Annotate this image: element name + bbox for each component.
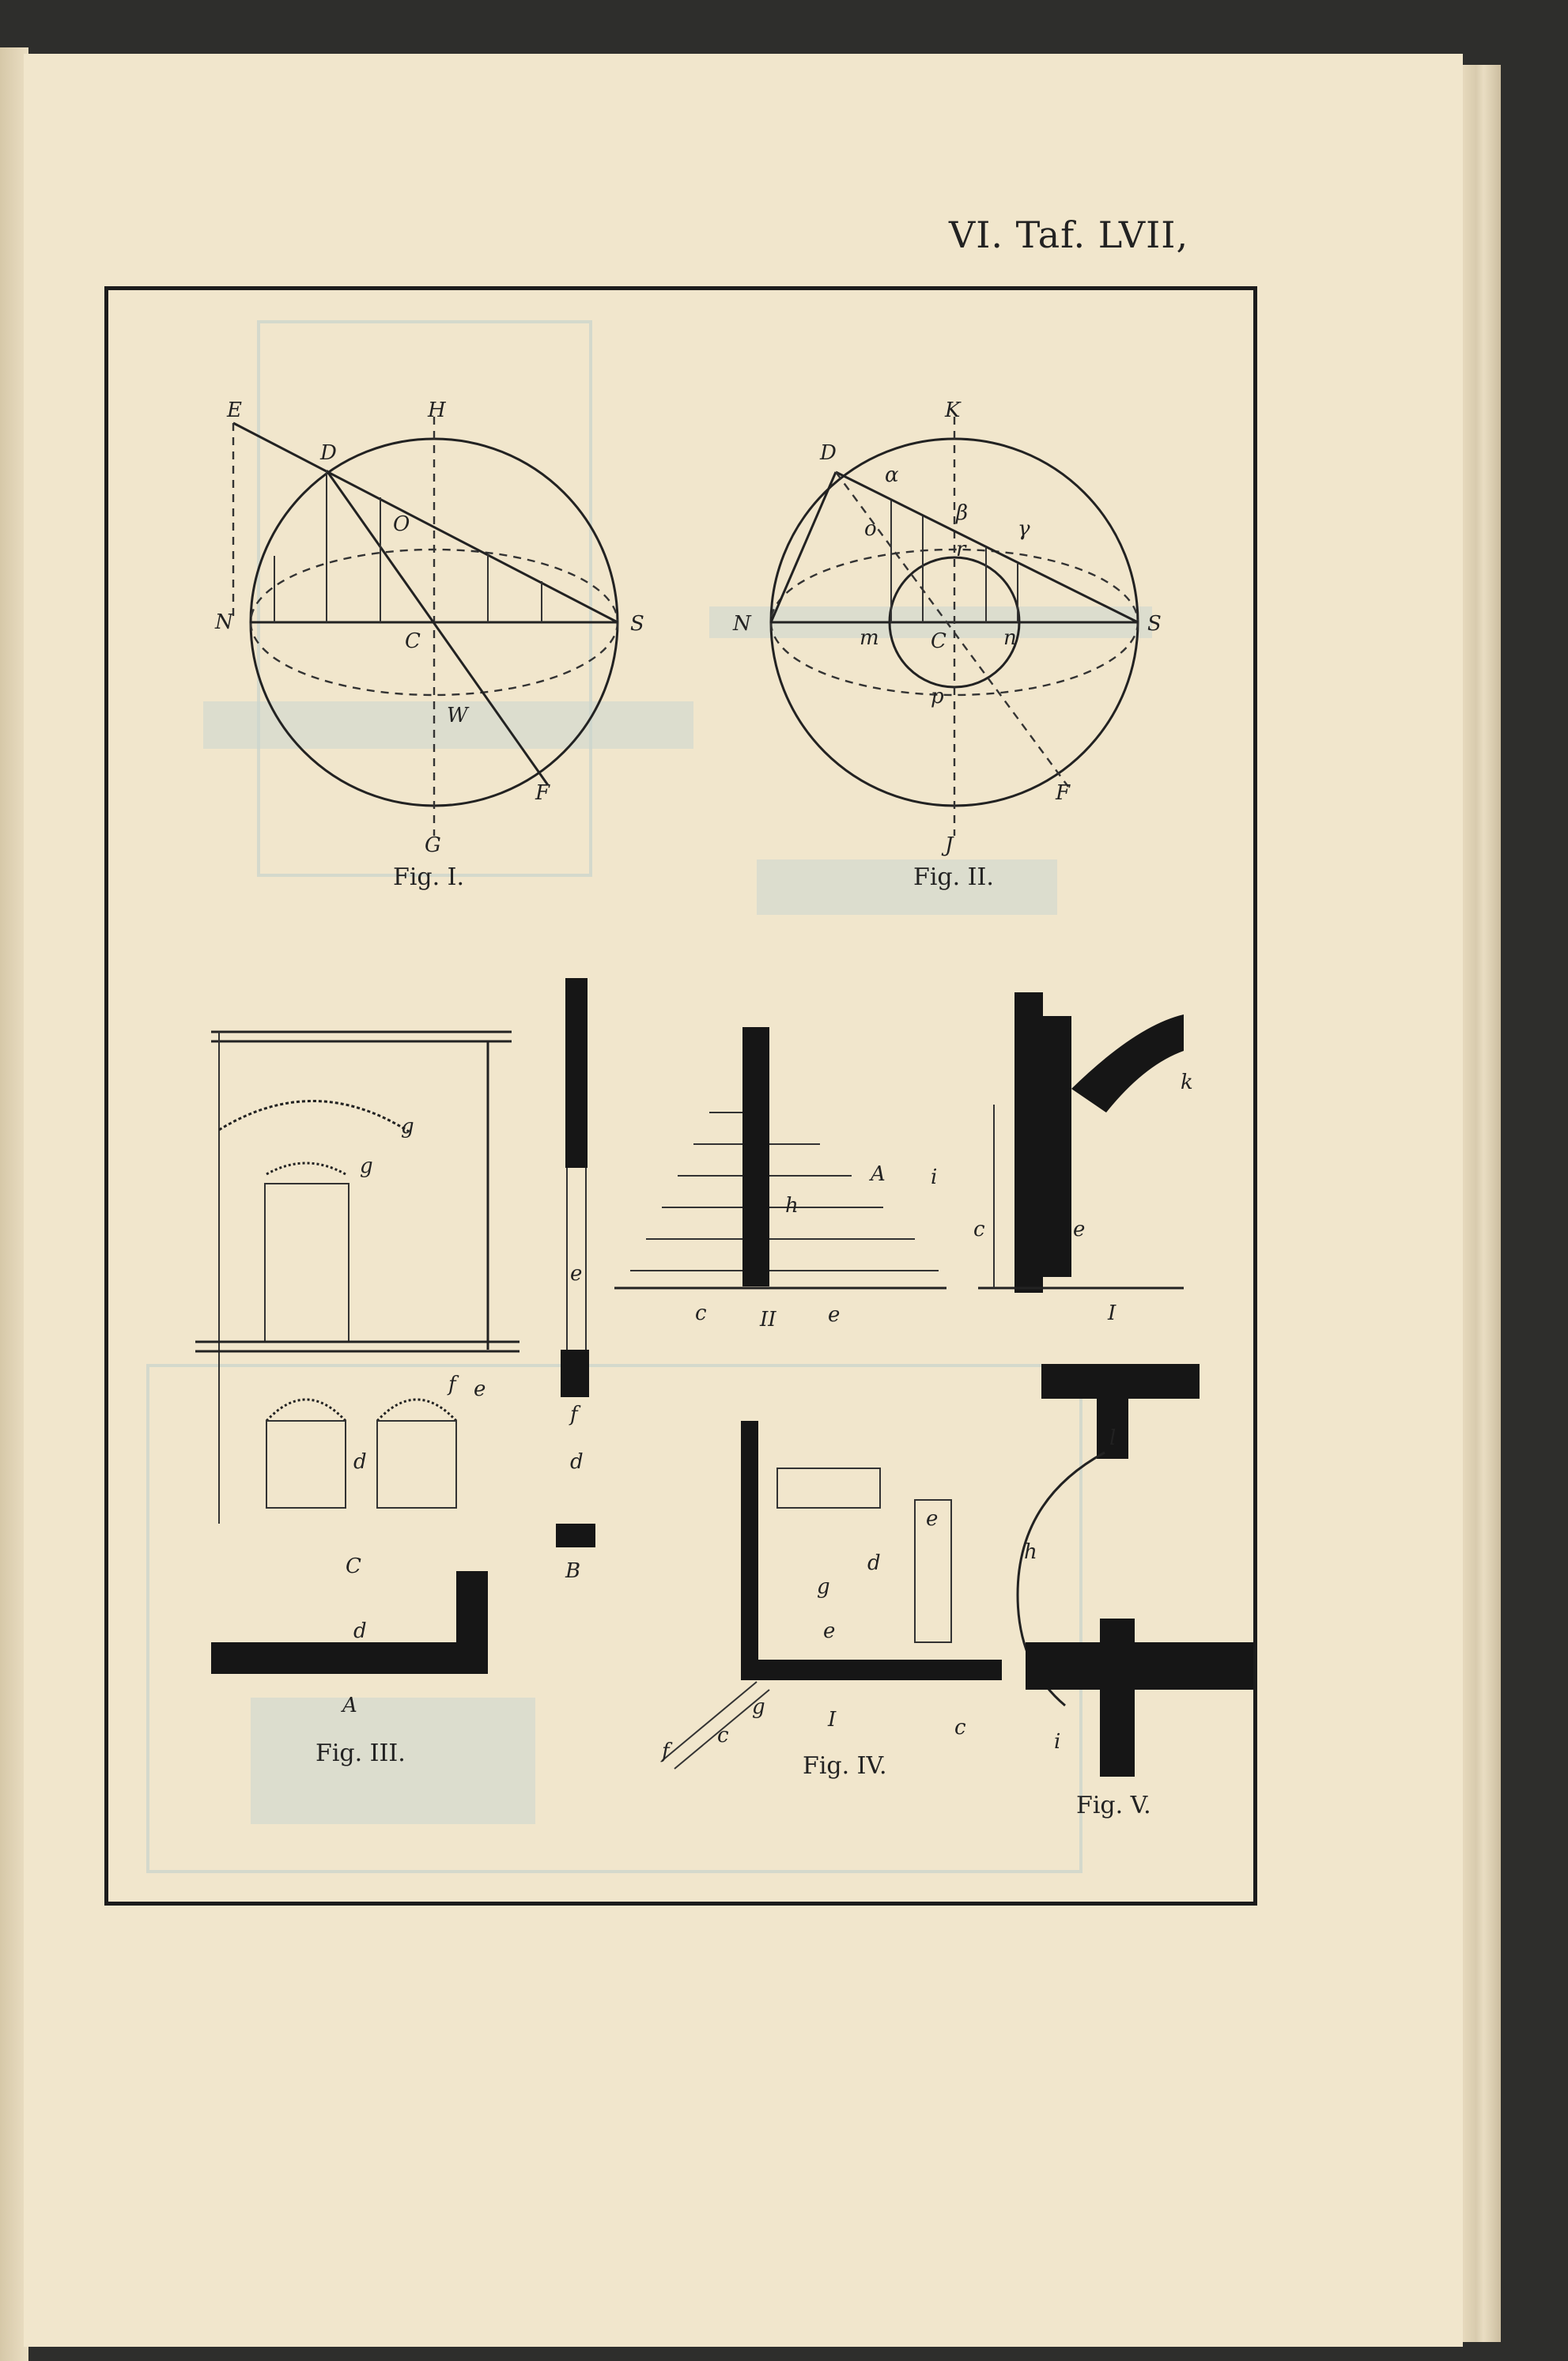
fig5-label: h [1024, 1540, 1037, 1564]
figure-1 [214, 399, 644, 891]
fig1-label: C [405, 629, 421, 653]
fig2-label: r [956, 538, 966, 561]
fig3-label: g [360, 1154, 373, 1178]
fig4-label: i [931, 1165, 938, 1189]
fig3-label: d [353, 1619, 367, 1643]
fig1-label: O [393, 512, 410, 536]
fig2-label: D [820, 441, 837, 465]
fig3-label: C [346, 1554, 361, 1578]
fig2-label: F [1056, 781, 1071, 805]
fig5-label: c [973, 1218, 985, 1241]
fig2-label: β [956, 501, 969, 525]
fig3-label: A [342, 1694, 357, 1717]
figure-2 [732, 399, 1162, 891]
fig1-label: D [320, 441, 337, 465]
fig4-label: c [954, 1716, 966, 1740]
fig3-label: e [570, 1262, 583, 1286]
figure-3 [195, 978, 595, 1767]
fig4-label: f [662, 1740, 670, 1763]
fig3-label: f [570, 1403, 578, 1426]
fig1-label: S [630, 612, 644, 636]
fig5-label: I [1108, 1301, 1116, 1325]
fig4-label: g [817, 1575, 830, 1599]
fig2-label: n [1003, 626, 1017, 650]
fig4-label: d [867, 1551, 881, 1575]
fig3-label: e [474, 1377, 486, 1401]
engraved-plate [104, 286, 1257, 1906]
fig2-label: C [931, 629, 946, 653]
fig4-label: g [752, 1695, 765, 1719]
fig5-caption: Fig. V. [1076, 1792, 1151, 1819]
fig2-label: N [733, 612, 751, 636]
fig5-label: k [1181, 1071, 1193, 1094]
fig3-label: d [353, 1450, 367, 1474]
fig4-label: I [828, 1708, 837, 1732]
fig2-label: o [864, 517, 877, 541]
fig4-label: e [926, 1507, 939, 1531]
fig1-label: G [425, 833, 441, 857]
fig1-label: F [535, 781, 550, 805]
fig2-label: m [860, 626, 879, 650]
fig3-caption: Fig. III. [315, 1740, 406, 1767]
fig3-label: d [570, 1450, 584, 1474]
fig3-label: g [401, 1115, 414, 1139]
fig1-label: E [227, 399, 242, 422]
fig4-label: h [785, 1194, 799, 1218]
plate-header: VI. Taf. LVII, [949, 213, 1189, 256]
fig4-caption: Fig. IV. [803, 1752, 887, 1780]
fig4-label: e [828, 1303, 841, 1327]
fig4-label: c [717, 1724, 729, 1747]
fig2-label: J [945, 833, 954, 857]
fig3-label: f [448, 1373, 456, 1396]
fig2-label: S [1147, 612, 1162, 636]
fig1-label: H [428, 399, 446, 422]
figure-4 [614, 1027, 1002, 1780]
fig5-label: l [1109, 1426, 1116, 1450]
fig1-label: W [447, 704, 468, 727]
fig2-label: K [945, 399, 961, 422]
fig3-label: B [565, 1559, 581, 1583]
page-stack-edge [1463, 65, 1501, 2342]
fig2-label: p [931, 685, 944, 708]
fig2-label: γ [1018, 517, 1030, 541]
fig4-label: II [760, 1308, 776, 1332]
fig2-label: α [885, 463, 899, 487]
figure-5 [973, 992, 1253, 1819]
fig5-label: i [1054, 1730, 1061, 1754]
fig4-label: A [871, 1162, 886, 1186]
fig4-label: e [823, 1619, 836, 1643]
fig2-caption: Fig. II. [913, 863, 994, 891]
fig1-caption: Fig. I. [393, 863, 465, 891]
fig4-label: c [695, 1301, 707, 1325]
fig5-label: e [1073, 1218, 1086, 1241]
fig1-label: N [215, 610, 233, 634]
